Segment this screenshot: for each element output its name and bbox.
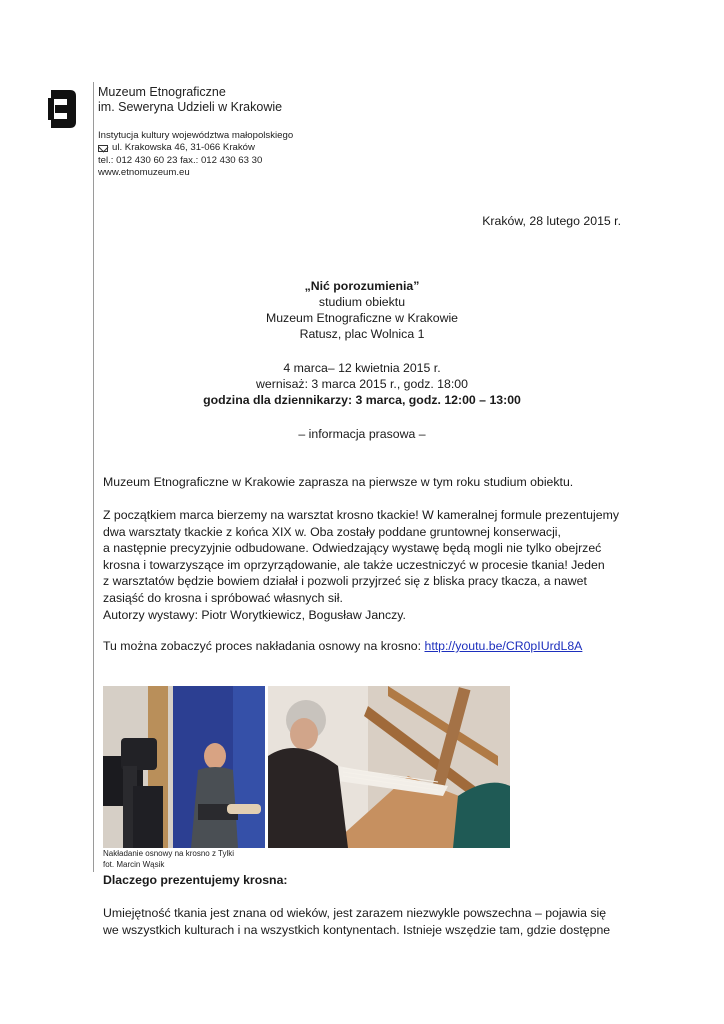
section-heading: Dlaczego prezentujemy krosna: bbox=[103, 873, 288, 887]
paragraph-line: Z początkiem marca bierzemy na warsztat krosno tkackie! W kameralnej formule prezentujemy bbox=[103, 508, 619, 522]
museum-logo-icon bbox=[46, 86, 78, 137]
intro-text: Muzeum Etnograficzne w Krakowie zaprasza na pierwsze w tym roku studium obiektu. bbox=[103, 475, 574, 489]
photo-cameraman bbox=[103, 686, 265, 848]
photo-caption bbox=[103, 849, 234, 870]
event-dates bbox=[103, 360, 621, 408]
paragraph-line: z warsztatów będzie bowiem działał i pozwoli przyjrzeć się z bliska pracy tkacza, a nawet bbox=[103, 574, 587, 589]
event-vernissage: wernisaż: 3 marca 2015 r., godz. 18:00 bbox=[256, 377, 468, 391]
photo-credit: fot. Marcin Wąsik bbox=[103, 859, 165, 869]
event-date-range: 4 marca– 12 kwietnia 2015 r. bbox=[283, 361, 441, 375]
photo-weaving-loom bbox=[268, 686, 510, 848]
photo-caption-title: Nakładanie osnowy na krosno z Tylki bbox=[103, 849, 235, 858]
envelope-icon bbox=[98, 145, 108, 152]
event-subtitle: studium obiektu bbox=[318, 295, 406, 309]
event-info bbox=[103, 278, 621, 342]
paragraph-line: zasiąść do krosna i spróbować własnych sił. bbox=[103, 590, 343, 605]
video-paragraph bbox=[103, 638, 643, 655]
event-location: Ratusz, plac Wolnica 1 bbox=[299, 327, 425, 341]
video-line bbox=[103, 638, 643, 655]
header-divider-line bbox=[93, 82, 94, 872]
video-link[interactable]: http://youtu.be/CR0pIUrdL8A bbox=[424, 639, 583, 653]
paragraph-line: we wszystkich kulturach i na wszystkich kontynentach. Istnieje wszędzie tam, gdzie dostępne bbox=[103, 922, 611, 937]
phone-fax: tel.: 012 430 60 23 fax.: 012 430 63 30 bbox=[98, 154, 263, 166]
paragraph-line: Umiejętność tkania jest znana od wieków, jest zarazem niezwykle powszechna – pojawia się bbox=[103, 906, 607, 920]
date-line: Kraków, 28 lutego 2015 r. bbox=[482, 214, 621, 228]
press-release-label: – informacja prasowa – bbox=[298, 427, 426, 441]
event-museum: Muzeum Etnograficzne w Krakowie bbox=[265, 311, 459, 325]
institution-name-line2: im. Seweryna Udzieli w Krakowie bbox=[98, 100, 283, 114]
institution-name bbox=[98, 85, 282, 115]
institution-type: Instytucja kultury województwa małopolskiego bbox=[98, 130, 294, 141]
address-row bbox=[98, 142, 293, 154]
event-title: „Nić porozumienia” bbox=[304, 279, 420, 293]
video-text: Tu można zobaczyć proces nakładania osnowy na krosno: bbox=[103, 639, 425, 653]
paragraph-line: dwa warsztaty tkackie z końca XIX w. Oba zostały poddane gruntownej konserwacji, bbox=[103, 524, 561, 539]
description-paragraph bbox=[103, 507, 643, 623]
paragraph-line: Autorzy wystawy: Piotr Worytkiewicz, Bogusław Janczy. bbox=[103, 607, 406, 622]
paragraph-line: a następnie precyzyjnie odbudowane. Odwiedzający wystawę będą mogli nie tylko obejrzeć bbox=[103, 541, 602, 556]
paragraph-line: krosna i towarzyszące im oprzyrządowanie, ale także uczestniczyć w procesie tkania! Jeden bbox=[103, 557, 605, 572]
event-press-hours: godzina dla dziennikarzy: 3 marca, godz. 12:00 – 13:00 bbox=[203, 393, 521, 407]
institution-contact bbox=[98, 130, 293, 179]
institution-name-line1: Muzeum Etnograficzne bbox=[98, 85, 226, 99]
website-link[interactable]: www.etnomuzeum.eu bbox=[98, 166, 190, 178]
section-paragraph bbox=[103, 905, 643, 938]
intro-paragraph bbox=[103, 474, 643, 491]
address-text: ul. Krakowska 46, 31-066 Kraków bbox=[112, 142, 255, 154]
